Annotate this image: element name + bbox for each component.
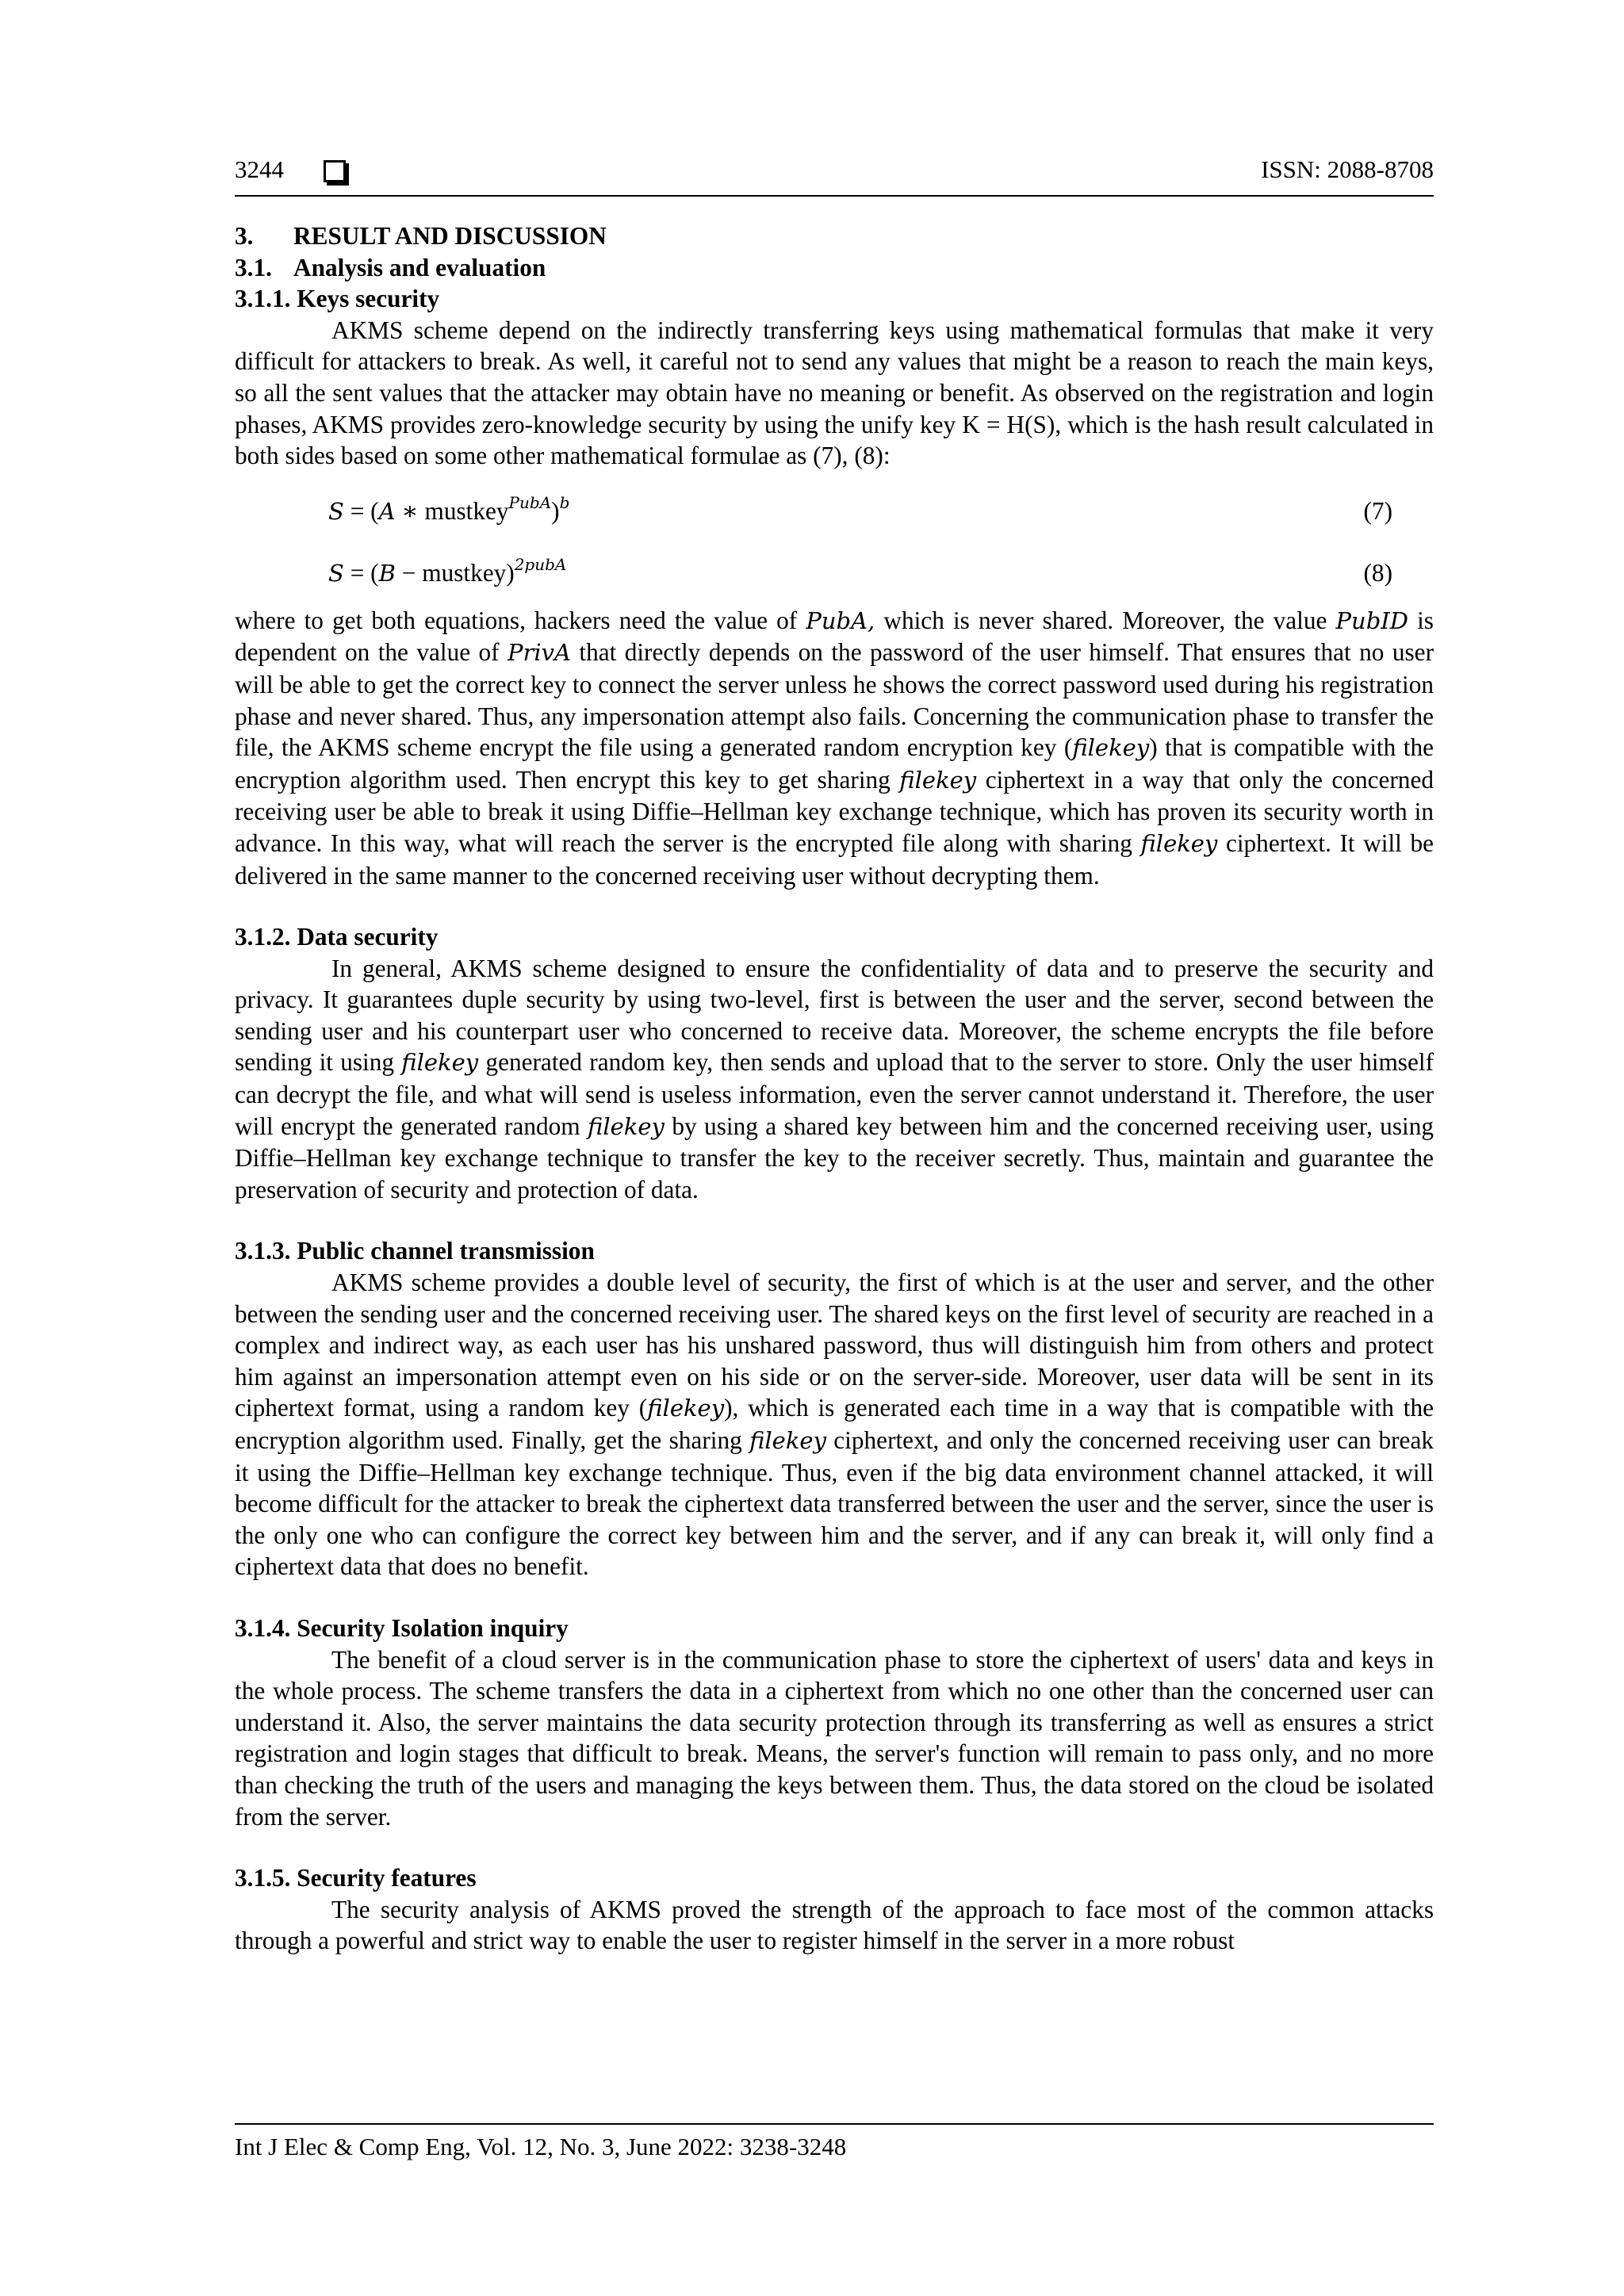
equation-7: S = (A ∗ mustkey$^{PubA}$)$^b$ xyxy=(328,492,570,525)
heading-data-security: 3.1.2. Data security xyxy=(235,923,439,951)
section-heading xyxy=(235,220,1434,252)
equation-7-number: (7) xyxy=(1363,496,1392,525)
paragraph-data-security: In general, AKMS scheme designed to ensure the confidentiality of data and to preserve the security and privacy. It guarantees duple security by using two-level, first is between the user and the server, second between the sending user and his counterpart user who concerned to receive data. Moreover, the scheme encrypts the file before sending it using filekey generated random key, then sends and upload that to the server to store. Only the user himself can decrypt the file, and what will send is useless information, even the server cannot understand it. Therefore, the user will encrypt the generated random filekey by using a shared key between him and the concerned receiving user, using Diffie–Hellman key exchange technique to transfer the key to the receiver secretly. Thus, maintain and guarantee the preservation of security and protection of data. xyxy=(235,954,1434,1203)
heading-public-channel: 3.1.3. Public channel transmission xyxy=(235,1237,595,1265)
issn-label: ISSN: 2088-8708 xyxy=(1261,155,1434,183)
subsection-heading xyxy=(235,252,1434,284)
page-number: 3244 xyxy=(235,155,284,183)
page-footer xyxy=(235,2123,1434,2161)
section-title: RESULT AND DISCUSSION xyxy=(293,222,607,250)
paragraph-isolation-inquiry: The benefit of a cloud server is in the communication phase to store the ciphertext of users' data and keys in the whole process. The scheme transfers the data in a ciphertext from which no one other than the concerned user can understand it. Also, the server maintains the data security protection through its transferring as well as ensures a strict registration and login stages that difficult to break. Means, the server's function will remain to pass only, and no more than checking the truth of the users and managing the keys between them. Thus, the data stored on the cloud be isolated from the server. xyxy=(235,1645,1434,1831)
journal-citation: Int J Elec & Comp Eng, Vol. 12, No. 3, June 2022: 3238-3248 xyxy=(235,2133,847,2160)
heading-keys-security: 3.1.1. Keys security xyxy=(235,285,440,313)
subsection-title: Analysis and evaluation xyxy=(293,253,546,281)
heading-security-features: 3.1.5. Security features xyxy=(235,1864,477,1892)
equation-block xyxy=(235,481,1434,605)
heading-isolation-inquiry: 3.1.4. Security Isolation inquiry xyxy=(235,1613,569,1642)
equation-8: S = (B − mustkey)$^{2pubA}$ xyxy=(328,554,567,587)
paragraph-public-channel: AKMS scheme provides a double level of security, the first of which is at the user and server, and the other between the sending user and the concerned receiving user. The shared keys on the first level of security are reached in a complex and indirect way, as each user has his unshared password, thus will distinguish him from others and protect him against an impersonation attempt even on his side or on the server-side. Moreover, user data will be sent in its ciphertext format, using a random key (filekey), which is generated each time in a way that is compatible with the encryption algorithm used. Finally, get the sharing filekey ciphertext, and only the concerned receiving user can break it using the Diffie–Hellman key exchange technique. Thus, even if the big data environment channel attacked, it will become difficult for the attacker to break the ciphertext data transferred between the user and the server, since the user is the only one who can configure the correct key between him and the server, and if any can break it, will only find a ciphertext data that does no benefit. xyxy=(235,1269,1434,1581)
equation-8-number: (8) xyxy=(1363,558,1392,587)
page-header xyxy=(235,155,1434,197)
section-number: 3. xyxy=(235,222,254,250)
paragraph-keys-security-1: AKMS scheme depend on the indirectly transferring keys using mathematical formulas that make it very difficult for attackers to break. As well, it careful not to send any values that might be a reason to reach the main keys, so all the sent values that the attacker may obtain have no meaning or benefit. As observed on the registration and login phases, AKMS provides zero-knowledge security by using the unify key K = H(S), which is the hash result calculated in both sides based on some other mathematical formulae as (7), (8): xyxy=(235,316,1434,470)
paragraph-security-features: The security analysis of AKMS proved the strength of the approach to face most of the common attacks through a powerful and strict way to enable the user to register himself in the server in a more robust xyxy=(235,1895,1434,1955)
square-bullet-icon xyxy=(324,160,346,182)
paragraph-keys-security-2: where to get both equations, hackers need the value of PubA, which is never shared. Moreover, the value PubID is dependent on the value of PrivA that directly depends on the password of the user himself. That ensures that no user will be able to get the correct key to connect the server unless he shows the correct password used during his registration phase and never shared. Thus, any impersonation attempt also fails. Concerning the communication phase to transfer the file, the AKMS scheme encrypt the file using a generated random encryption key (filekey) that is compatible with the encryption algorithm used. Then encrypt this key to get sharing filekey ciphertext in a way that only the concerned receiving user be able to break it using Diffie–Hellman key exchange technique, which has proven its security worth in advance. In this way, what will reach the server is the encrypted file along with sharing filekey ciphertext. It will be delivered in the same manner to the concerned receiving user without decrypting them. xyxy=(235,606,1434,890)
subsection-number: 3.1. xyxy=(235,253,272,281)
page-body xyxy=(235,220,1434,1957)
